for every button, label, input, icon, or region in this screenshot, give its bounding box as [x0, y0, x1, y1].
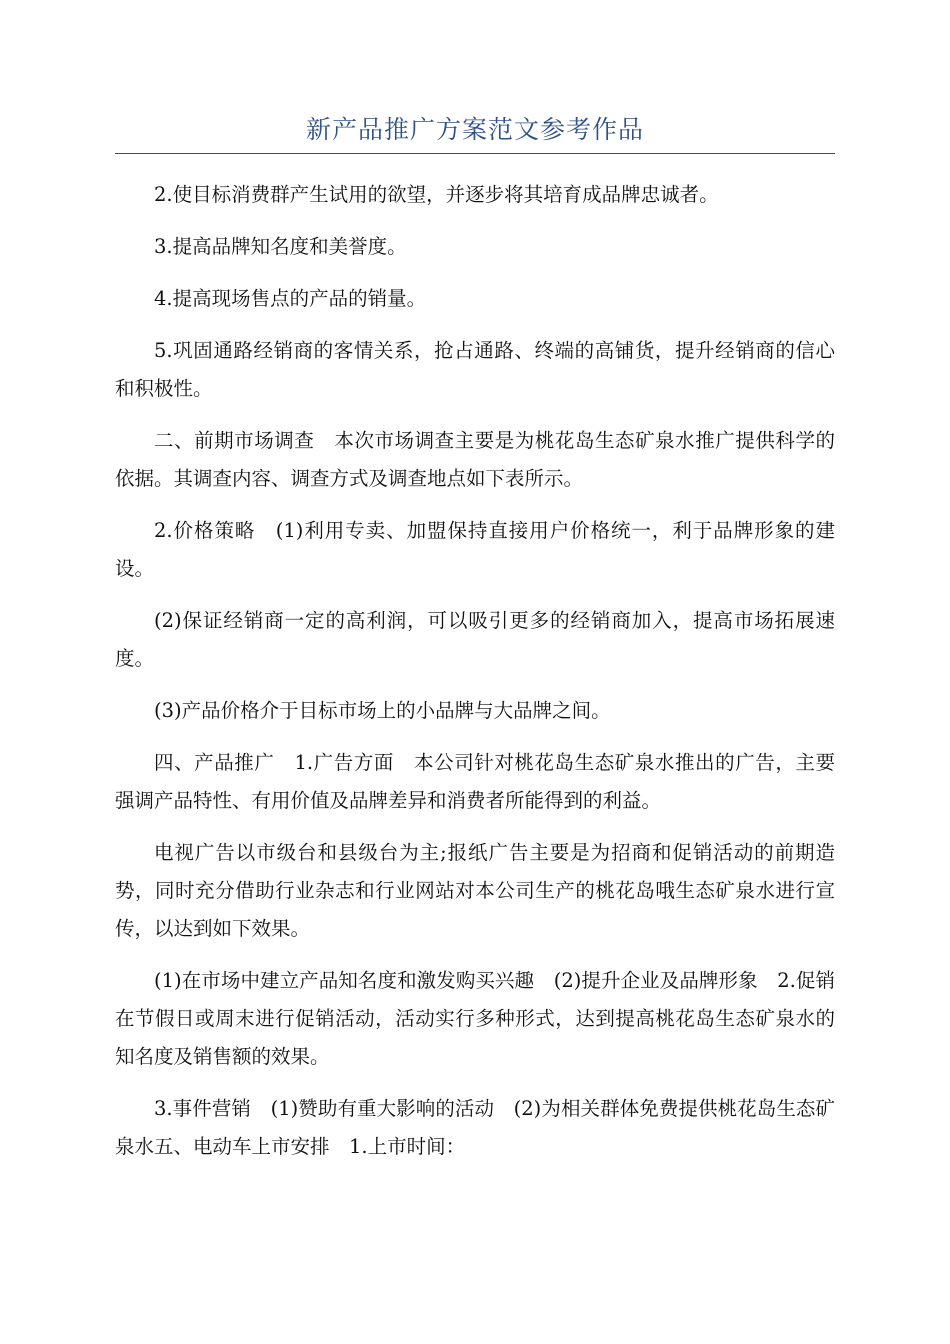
paragraph-goal-2: 2.使目标消费群产生试用的欲望，并逐步将其培育成品牌忠诚者。	[154, 183, 719, 206]
paragraph-event-marketing: 3.事件营销 (1)赞助有重大影响的活动 (2)为相关群体免费提供桃花岛生态矿泉水五、电动车上市安排 1.上市时间：	[115, 1097, 835, 1158]
paragraph-goal-5: 5.巩固通路经销商的客情关系，抢占通路、终端的高铺货，提升经销商的信心和积极性。	[115, 339, 835, 400]
paragraph-goal-3: 3.提高品牌知名度和美誉度。	[154, 235, 407, 258]
paragraph-pricing-3: (3)产品价格介于目标市场上的小品牌与大品牌之间。	[154, 699, 611, 722]
document-title: 新产品推广方案范文参考作品	[305, 115, 644, 144]
paragraph-goal-4: 4.提高现场售点的产品的销量。	[154, 287, 427, 310]
paragraph-promotion-ads: 四、产品推广 1.广告方面 本公司针对桃花岛生态矿泉水推出的广告，主要强调产品特性、有用价值及品牌差异和消费者所能得到的利益。	[115, 751, 835, 812]
paragraph-pricing-2: (2)保证经销商一定的高利润，可以吸引更多的经销商加入，提高市场拓展速度。	[115, 609, 835, 670]
title-underline	[115, 153, 835, 154]
paragraph-pricing-1: 2.价格策略 (1)利用专卖、加盟保持直接用户价格统一，利于品牌形象的建设。	[115, 519, 835, 580]
paragraph-market-research: 二、前期市场调查 本次市场调查主要是为桃花岛生态矿泉水推广提供科学的依据。其调查内容、调查方式及调查地点如下表所示。	[115, 429, 835, 490]
paragraph-effects-promotion: (1)在市场中建立产品知名度和激发购买兴趣 (2)提升企业及品牌形象 2.促销 在节假日或周末进行促销活动，活动实行多种形式，达到提高桃花岛生态矿泉水的知名度及销售额的效果。	[115, 969, 855, 1068]
paragraph-tv-newspaper-ads: 电视广告以市级台和县级台为主;报纸广告主要是为招商和促销活动的前期造势，同时充分借助行业杂志和行业网站对本公司生产的桃花岛哦生态矿泉水进行宣传，以达到如下效果。	[115, 841, 835, 940]
document-body	[115, 176, 855, 1180]
